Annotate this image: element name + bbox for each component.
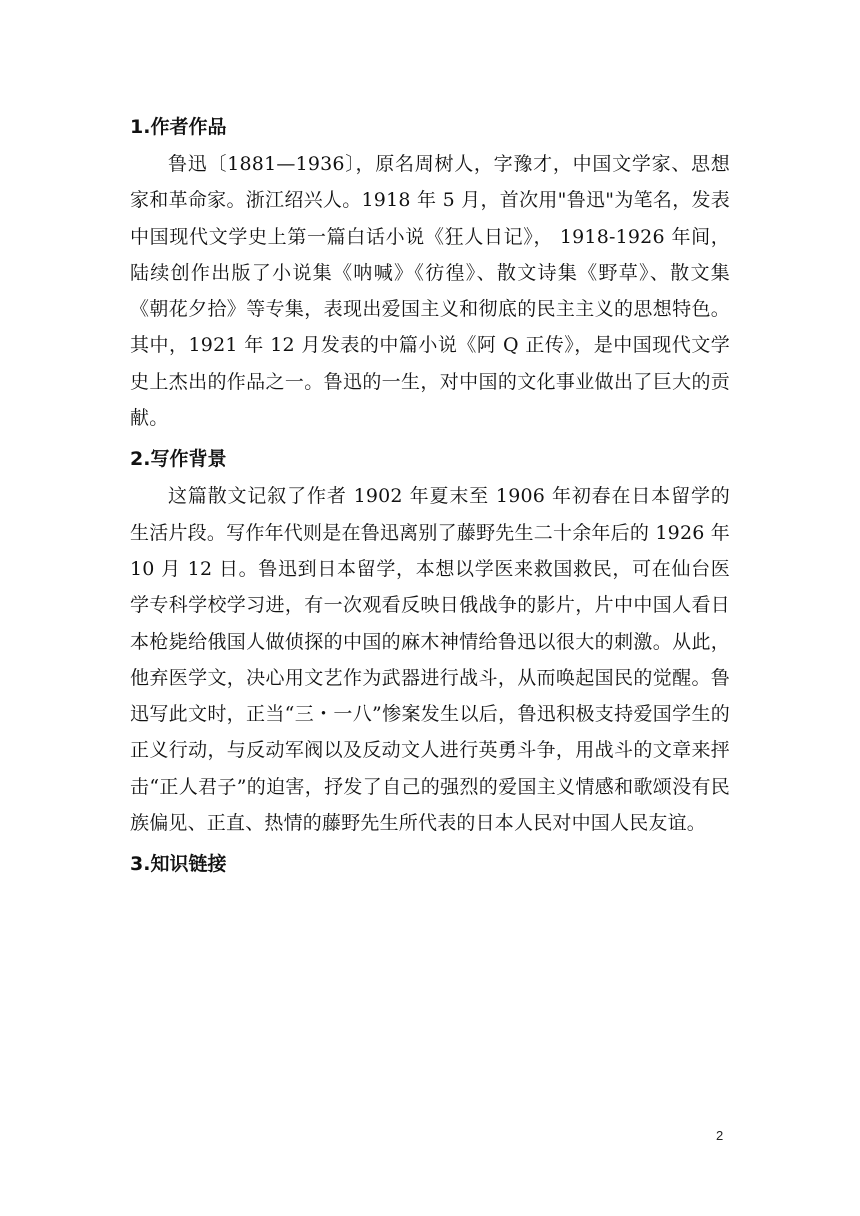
- section-heading-author-works: 1.作者作品: [130, 116, 227, 138]
- page-body: [130, 108, 730, 883]
- section-heading-writing-background: 2.写作背景: [130, 448, 227, 471]
- page-number: 2: [716, 1128, 724, 1143]
- paragraph-writing-background: 这篇散文记叙了作者 1902 年夏末至 1906 年初春在日本留学的生活片段。写作年代则是在鲁迅离别了藤野先生二十余年后的 1926 年 10 月 12 日。鲁迅到日本留学，本想以学医来救国救民，可在仙台医学专科学校学习进，有一次观看反映日俄战争的影片，片中中国人看日本枪毙给俄国人做侦探的中国的麻木神情给鲁迅以很大的刺激。从此，他弃医学文，决心用文艺作为武器进行战斗，从而唤起国民的觉醒。鲁迅写此文时，正当“三・一八”惨案发生以后，鲁迅积极支持爱国学生的正义行动，与反动军阀以及反动文人进行英勇斗争，用战斗的文章来抨击“正人君子”的迫害，抒发了自己的强烈的爱国主义情感和歌颂没有民族偏见、正直、热情的藤野先生所代表的日本人民对中国人民友谊。: [130, 485, 730, 835]
- paragraph-author-works: 鲁迅〔1881—1936〕，原名周树人，字豫才，中国文学家、思想家和革命家。浙江绍兴人。1918 年 5 月，首次用"鲁迅"为笔名，发表中国现代文学史上第一篇白话小说《狂人日记》， 1918-1926 年间，陆续创作出版了小说集《呐喊》《彷徨》、散文诗集《野草》、散文集《朝花夕拾》等专集，表现出爱国主义和彻底的民主主义的思想特色。其中，1921 年 12 月发表的中篇小说《阿 Q 正传》，是中国现代文学史上杰出的作品之一。鲁迅的一生，对中国的文化事业做出了巨大的贡献。: [130, 153, 730, 430]
- section-heading-knowledge-link: 3.知识链接: [130, 853, 227, 876]
